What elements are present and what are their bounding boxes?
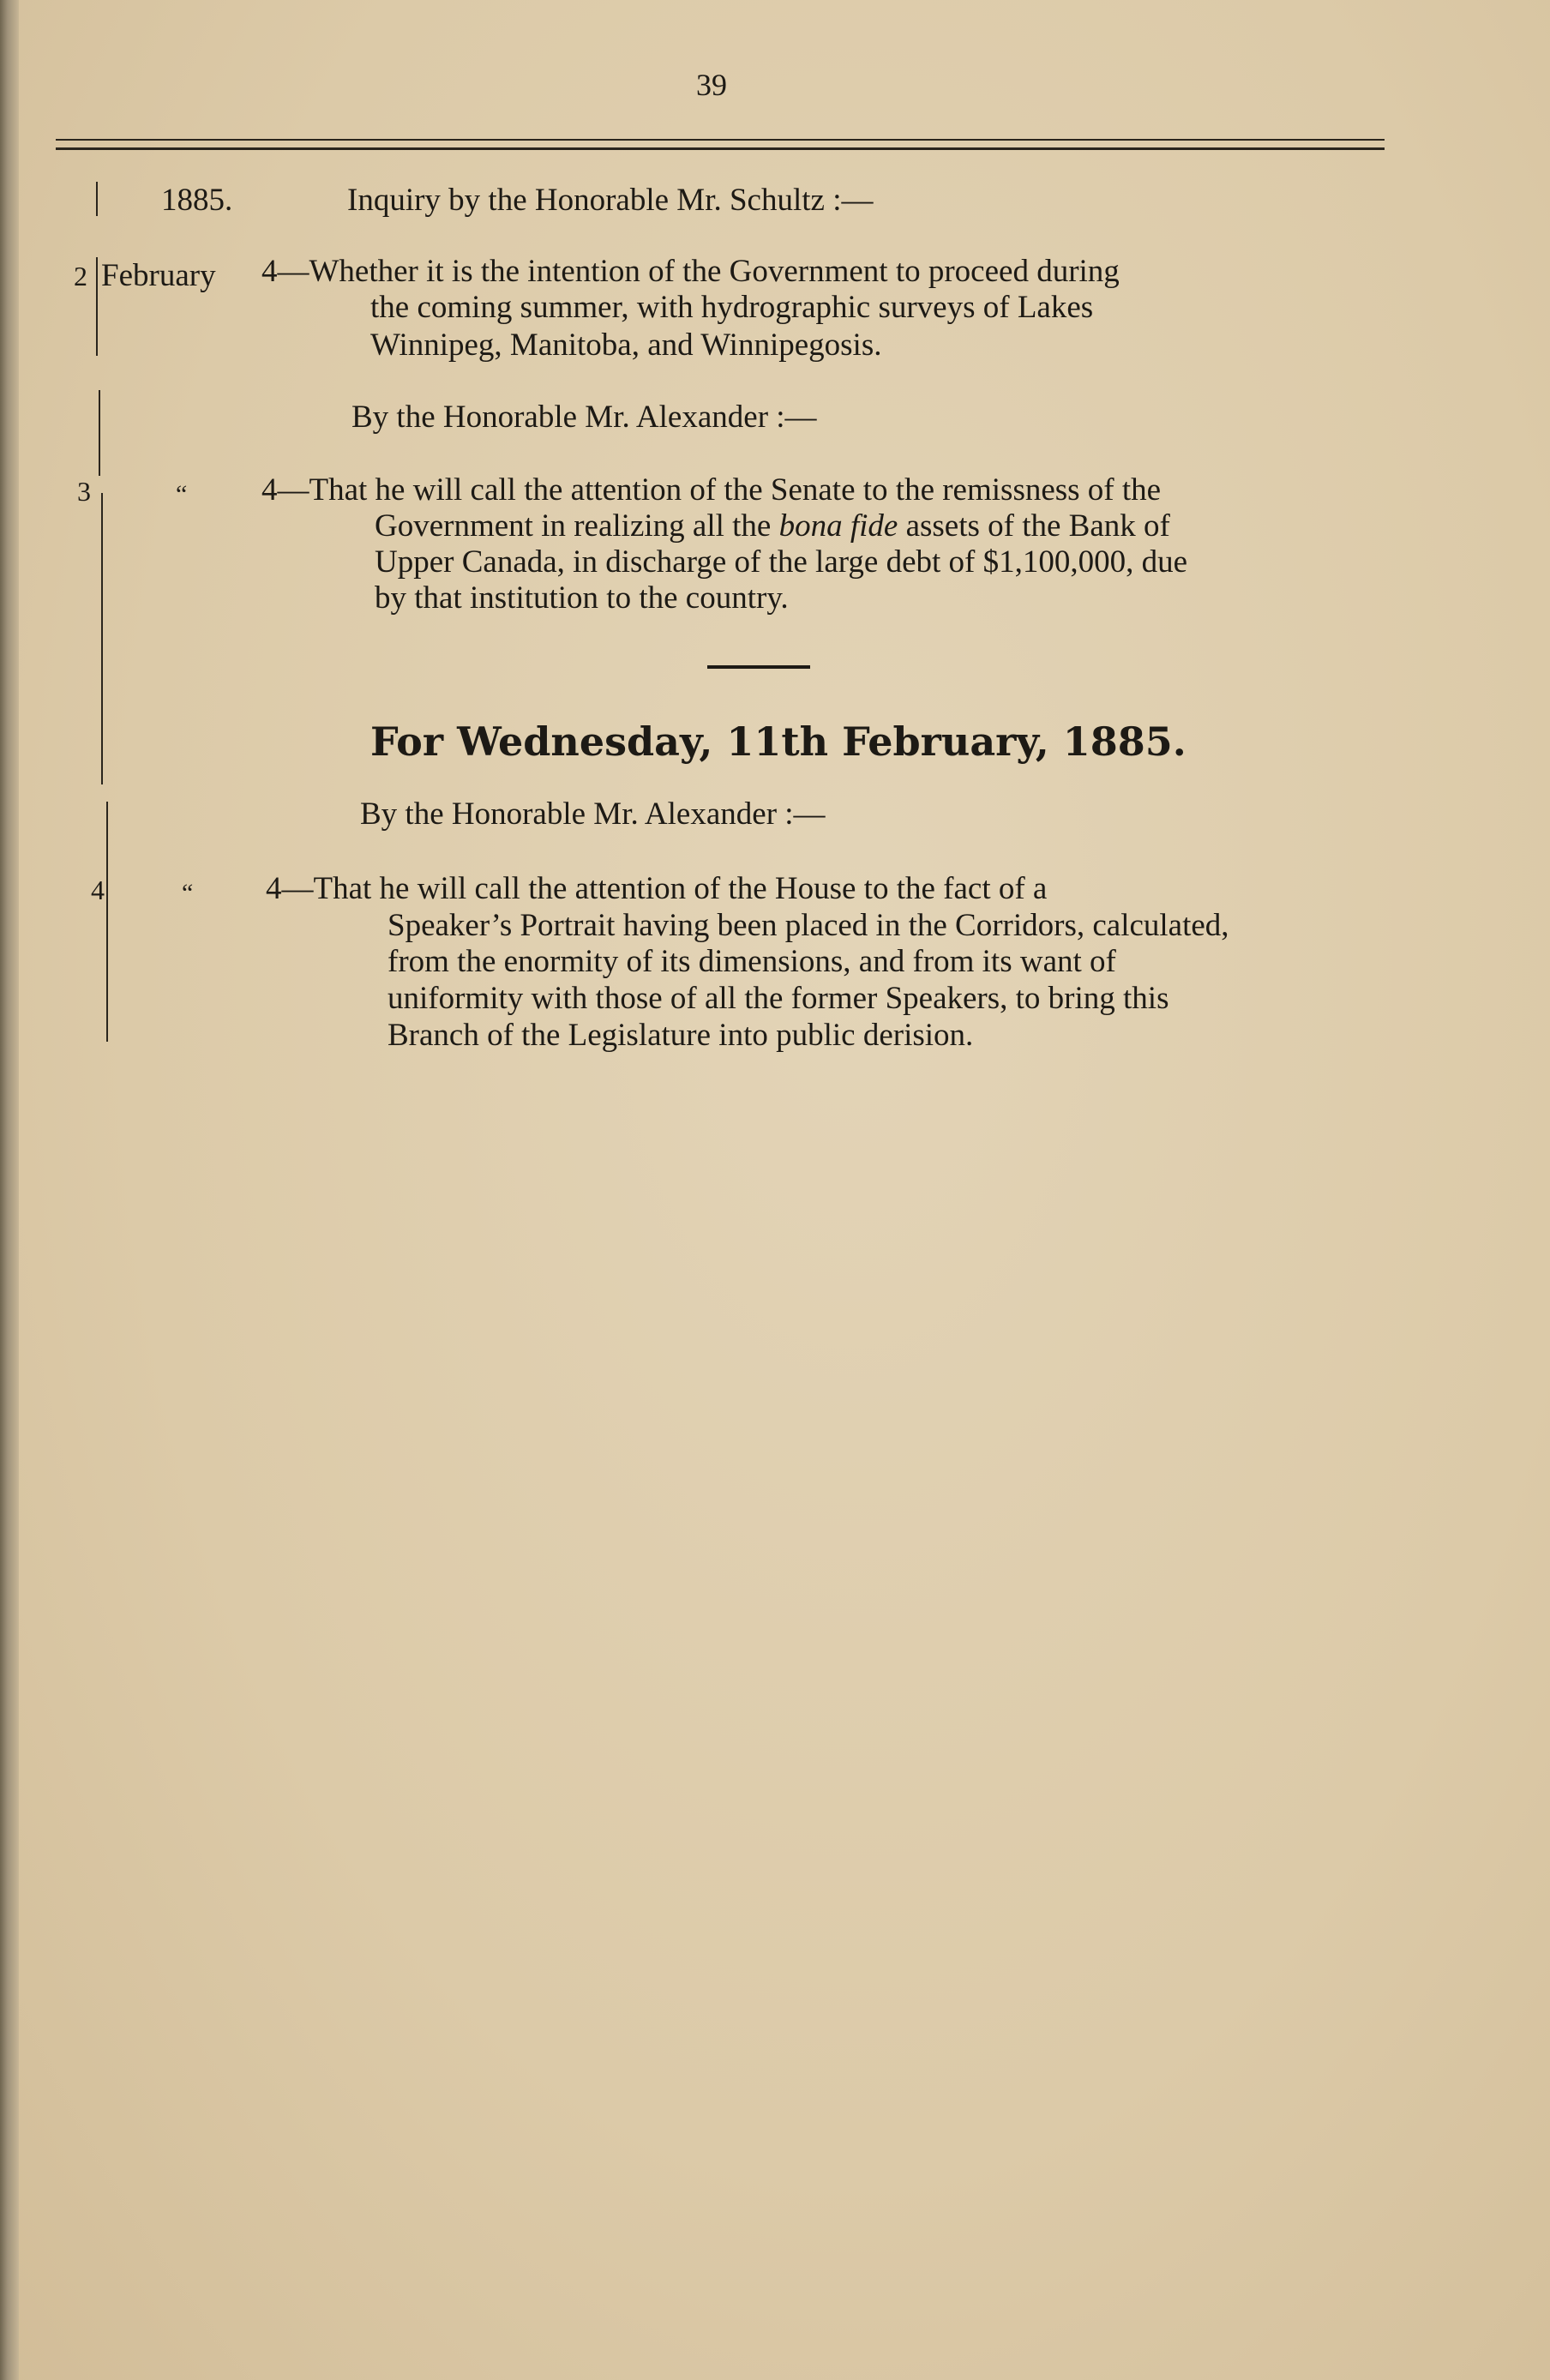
entry-line: 4—That he will call the attention of the Senate to the remissness of the [261, 472, 1162, 508]
section-heading: For Wednesday, 11th February, 1885. [370, 718, 1187, 765]
entry-line: from the enormity of its dimensions, and from its want of [388, 944, 1116, 979]
book-spine-shadow [0, 0, 19, 2380]
entry-line: the coming summer, with hydrographic surveys of Lakes [370, 290, 1094, 325]
margin-number: 4 [91, 874, 105, 905]
section-separator [707, 665, 810, 669]
margin-line [96, 257, 98, 356]
margin-line [99, 390, 100, 476]
entry-line: 4—Whether it is the intention of the Government to proceed during [261, 254, 1120, 289]
entry-line: Branch of the Legislature into public derision. [388, 1018, 974, 1053]
margin-line [106, 802, 108, 1042]
entry-line: Winnipeg, Manitoba, and Winnipegosis. [370, 328, 882, 363]
entry-line: Upper Canada, in discharge of the large debt of $1,100,000, due [375, 544, 1188, 580]
entry-line [375, 508, 1170, 545]
header-rule-bottom [56, 147, 1385, 150]
year-label: 1885. [161, 183, 233, 218]
page-number: 39 [696, 68, 727, 102]
header-rule-top [56, 139, 1385, 141]
entry-line: 4—That he will call the attention of the House to the fact of a [266, 871, 1048, 906]
entry-line: uniformity with those of all the former Speakers, to bring this [388, 981, 1169, 1016]
margin-number: 2 [74, 261, 87, 291]
ditto-mark: “ [182, 879, 194, 907]
by-line: By the Honorable Mr. Alexander :— [351, 400, 817, 435]
italic-phrase: bona fide [778, 508, 898, 544]
margin-line [101, 493, 103, 784]
entry-line-part: assets of the Bank of [898, 508, 1170, 544]
entry-date: February [101, 258, 216, 293]
entry-line: by that institution to the country. [375, 580, 789, 616]
margin-line [96, 182, 98, 216]
by-line: By the Honorable Mr. Alexander :— [360, 796, 826, 832]
entry-line: Speaker’s Portrait having been placed in the Corridors, calculated, [388, 908, 1229, 943]
entry-line-part: Government in realizing all the [375, 508, 779, 544]
ditto-mark: “ [176, 480, 188, 508]
inquiry-heading: Inquiry by the Honorable Mr. Schultz :— [347, 183, 874, 218]
margin-number: 3 [77, 476, 91, 507]
